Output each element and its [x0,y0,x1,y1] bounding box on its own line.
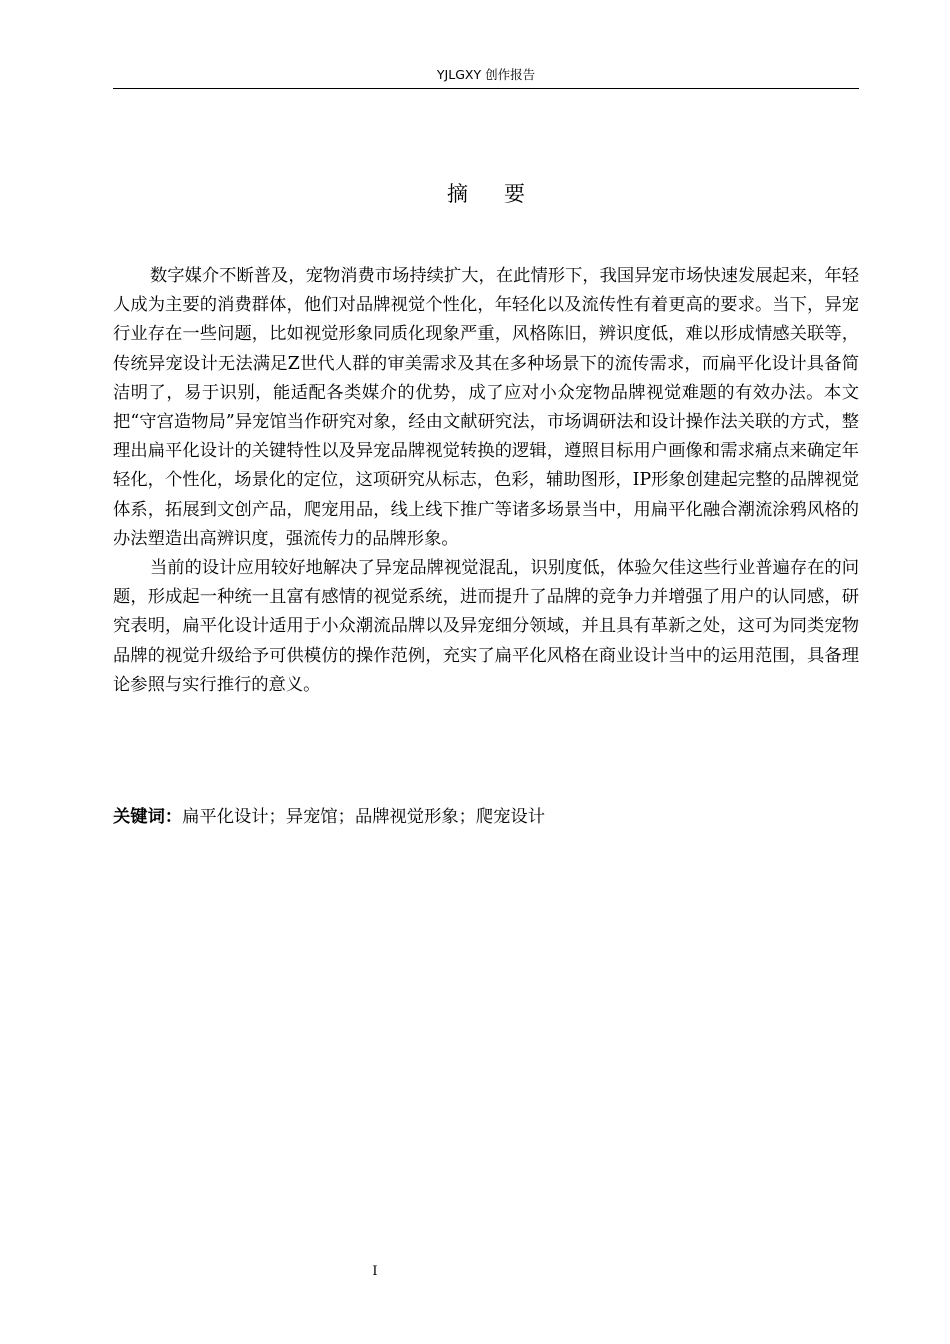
abstract-body [113,262,859,700]
page-header: YJLGXY 创作报告 [436,67,536,82]
page-number: I [372,1264,378,1279]
abstract-title: 摘要 [447,182,561,206]
keywords-value: 扁平化设计；异宠馆；品牌视觉形象；爬宠设计 [182,807,546,827]
abstract-paragraph-1: 数字媒介不断普及，宠物消费市场持续扩大，在此情形下，我国异宠市场快速发展起来，年轻人成为主要的消费群体，他们对品牌视觉个性化，年轻化以及流传性有着更高的要求。当下，异宠行业存在一些问题，比如视觉形象同质化现象严重，风格陈旧，辨识度低，难以形成情感关联等，传统异宠设计无法满足Z世代人群的审美需求及其在多种场景下的流传需求，而扁平化设计具备简洁明了，易于识别，能适配各类媒介的优势，成了应对小众宠物品牌视觉难题的有效办法。本文把“守宫造物局”异宠馆当作研究对象，经由文献研究法，市场调研法和设计操作法关联的方式，整理出扁平化设计的关键特性以及异宠品牌视觉转换的逻辑，遵照目标用户画像和需求痛点来确定年轻化，个性化，场景化的定位，这项研究从标志，色彩，辅助图形，IP形象创建起完整的品牌视觉体系，拓展到文创产品，爬宠用品，线上线下推广等诸多场景当中，用扁平化融合潮流涂鸦风格的办法塑造出高辨识度，强流传力的品牌形象。 [113,266,859,549]
keywords-label: 关键词： [113,807,183,827]
header-divider [113,88,859,89]
keywords-line [113,805,859,829]
abstract-paragraph-2: 当前的设计应用较好地解决了异宠品牌视觉混乱，识别度低，体验欠佳这些行业普遍存在的问题，形成起一种统一且富有感情的视觉系统，进而提升了品牌的竞争力并增强了用户的认同感，研究表明，扁平化设计适用于小众潮流品牌以及异宠细分领域，并且具有革新之处，这可为同类宠物品牌的视觉升级给予可供模仿的操作范例，充实了扁平化风格在商业设计当中的运用范围，具备理论参照与实行推行的意义。 [113,558,859,695]
